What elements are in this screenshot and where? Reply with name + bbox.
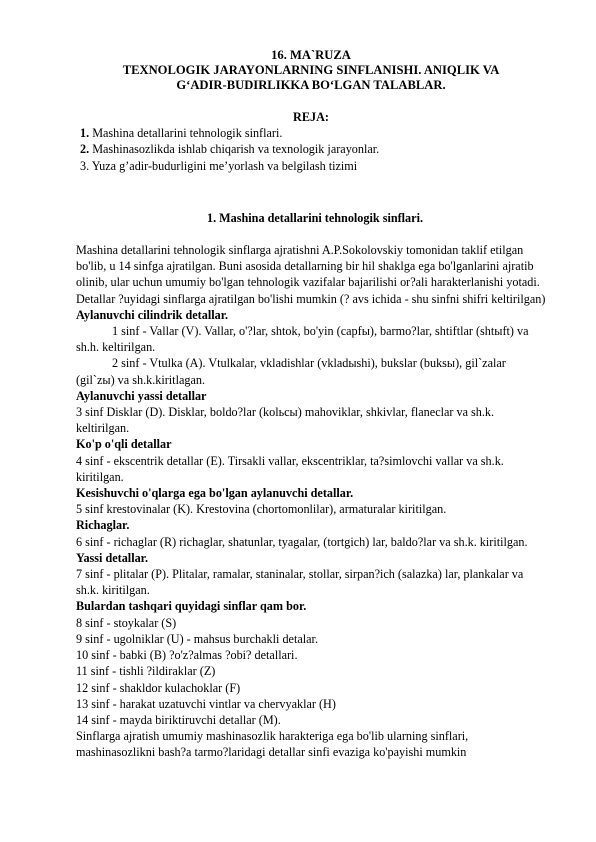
block-heading: Bulardan tashqari quyidagi sinflar qam bor. — [76, 599, 307, 614]
document-page — [76, 48, 546, 761]
reja-item-number: 1. — [80, 126, 90, 141]
block-line: 12 sinf - shakldor kulachoklar (F) — [76, 680, 241, 695]
block-heading: Richaglar. — [76, 518, 130, 533]
reja-item-text: Mashinasozlikda ishlab chiqarish va texnologik jarayonlar. — [89, 142, 380, 157]
reja-item-number: 2. — [80, 142, 90, 157]
block-line: 3 sinf Disklar (D). Disklar, boldo?lar (kolьcы) mahoviklar, shkivlar, flaneclar va sh.k. keltirilgan. — [76, 405, 495, 436]
block-line: 13 sinf - harakat uzatuvchi vintlar va chervyaklar (H) — [76, 696, 336, 711]
section-title: 1. Mashina detallarini tehnologik sinflari. — [206, 210, 423, 225]
reja-item-text: Mashina detallarini tehnologik sinflari. — [89, 126, 283, 141]
lecture-number: 16. MA`RUZA — [271, 48, 351, 62]
block-heading: Aylanuvchi yassi detallar — [76, 388, 207, 403]
block-line: 7 sinf - plitalar (P). Plitalar, ramalar, staninalar, stollar, sirpan?ich (salazka) lar, plankalar va sh.k. kiritilgan. — [76, 567, 524, 598]
reja-item — [78, 158, 546, 174]
block-heading: Kesishuvchi o'qlarga ega bo'lgan aylanuvchi detallar. — [76, 486, 354, 501]
reja-item-text: Yuza g’adir-budurligini me’yorlash va belgilash tizimi — [89, 158, 358, 173]
reja-item-number: 3. — [80, 158, 90, 173]
block-line: 9 sinf - ugolniklar (U) - mahsus burchakli detalar. — [76, 631, 318, 646]
block-line: 11 sinf - tishli ?ildiraklar (Z) — [76, 664, 216, 679]
block-line: 6 sinf - richaglar (R) richaglar, shatunlar, tyagalar, (tortgich) lar, baldo?lar va sh.k. kiritilgan. — [76, 534, 528, 549]
block-line: 5 sinf krestovinalar (K). Krestovina (chortomonlilar), armaturalar kiritilgan. — [76, 502, 447, 517]
block-heading: Yassi detallar. — [76, 550, 149, 565]
intro-paragraph: Mashina detallarini tehnologik sinflarga ajratishni A.P.Sokolovskiy tomonidan taklif etilgan bo'lib, u 14 sinfga ajratilgan. Buni asosida detallarning bir hil shaklga ega bo'lganlarini ajratib olinib, ular uchun umumiy bo'lgan tehnologik vazifalar bajarilishi or?ali harakterlanishi yotadi. Detallar ?uyidagi sinflarga ajratilgan bo'lishi mumkin (? avs ichida - shu sinfni shifri keltirilgan) — [76, 243, 546, 306]
block-line: Sinflarga ajratish umumiy mashinasozlik harakteriga ega bo'lib ularning sinflari, mashinasozlikni bash?a tarmo?laridagi detallar sinfi evaziga ko'payishi mumkin — [76, 729, 469, 760]
block-line: 8 sinf - stoykalar (S) — [76, 615, 177, 630]
block-line: 10 sinf - babki (B) ?o'z?almas ?obi? detallari. — [76, 648, 298, 663]
block-line: 4 sinf - ekscentrik detallar (E). Tirsakli vallar, ekscentriklar, ta?simlovchi vallar va sh.k. kiritilgan. — [76, 453, 504, 484]
lecture-title-line-2: G‘ADIR-BUDIRLIKKA BO‘LGAN TALABLAR. — [176, 78, 446, 92]
reja-list — [76, 125, 546, 174]
block-line: 14 sinf - mayda biriktiruvchi detallar (M). — [76, 712, 281, 727]
block-line: 2 sinf - Vtulka (A). Vtulkalar, vkladishlar (vkladыshi), bukslar (buksы), gil`zalar (gil`zы) va sh.k.kiritlagan. — [76, 356, 506, 387]
reja-item — [78, 125, 546, 141]
block-heading: Ko'p o'qli detallar — [76, 437, 172, 452]
reja-item — [78, 141, 546, 157]
block-heading: Aylanuvchi cilindrik detallar. — [76, 307, 229, 322]
block-line: 1 sinf - Vallar (V). Vallar, o'?lar, shtok, bo'yin (capfы), barmo?lar, shtiftlar (shtыft) va sh.h. keltirilgan. — [76, 324, 529, 355]
reja-heading: REJA: — [293, 110, 329, 124]
lecture-title-line-1: TEXNOLOGIK JARAYONLARNING SINFLANISHI. ANIQLIK VA — [122, 63, 500, 77]
